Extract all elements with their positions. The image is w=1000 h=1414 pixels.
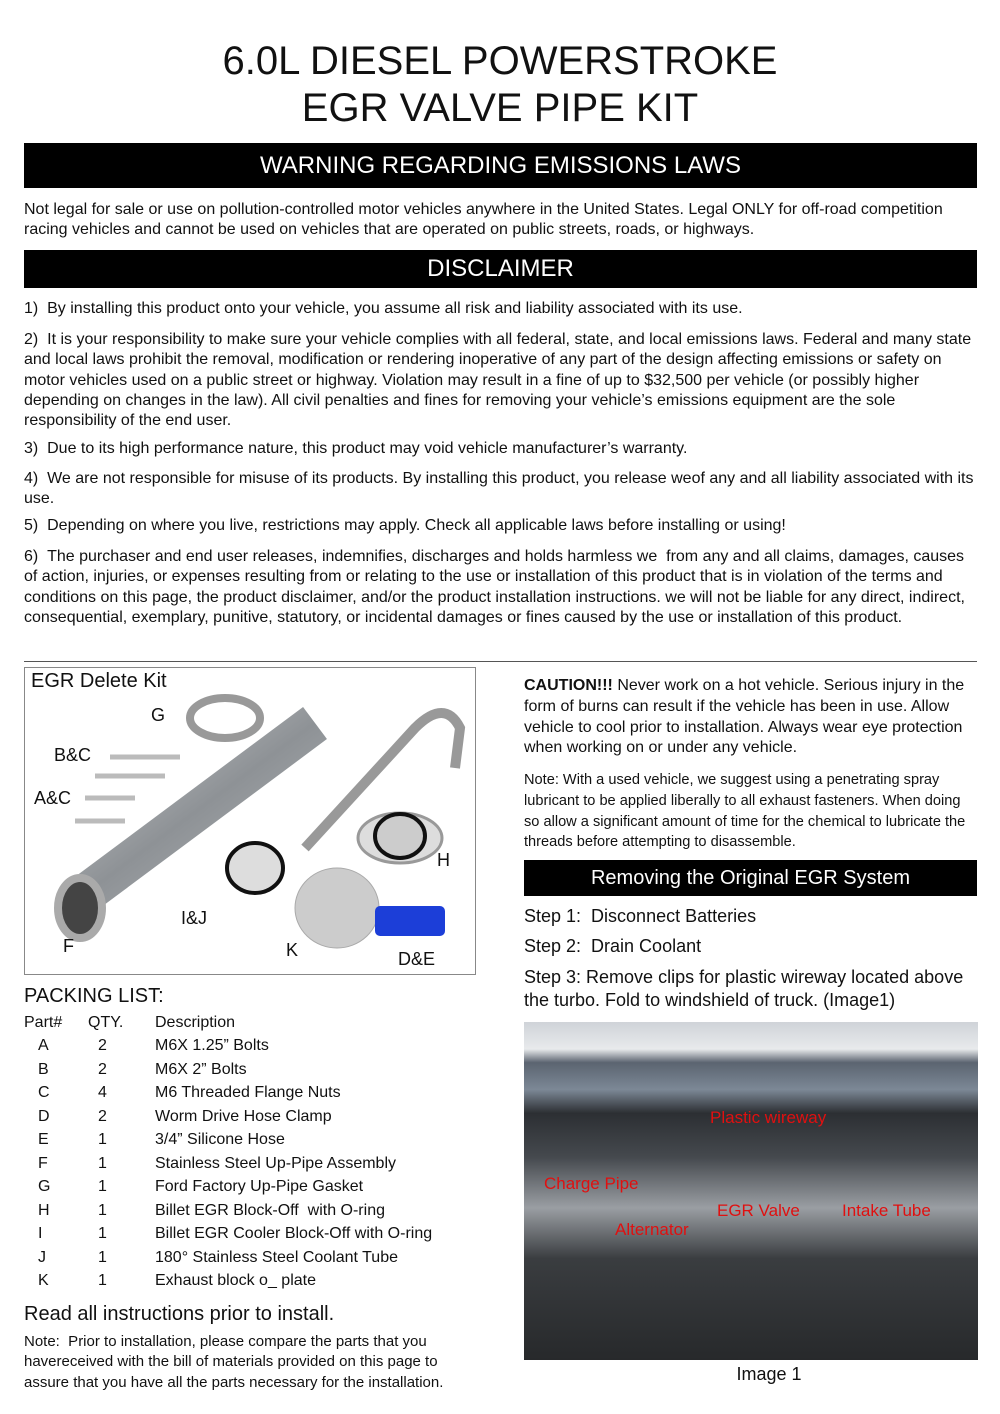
photo-label-egr-valve: EGR Valve: [717, 1201, 800, 1220]
qty: 1: [98, 1225, 107, 1242]
packing-list-title: PACKING LIST:: [24, 985, 164, 1007]
disclaimer-heading: DISCLAIMER: [24, 250, 977, 288]
kit-label-k: K: [286, 940, 299, 960]
qty: 2: [98, 1037, 107, 1054]
engine-bay-photo: [524, 1022, 978, 1360]
caution-block: [524, 676, 979, 759]
part-id: K: [38, 1272, 49, 1289]
removing-heading: Removing the Original EGR System: [524, 860, 977, 896]
kit-image: [24, 667, 476, 975]
qty: 2: [98, 1107, 107, 1125]
kit-label-ac: A&C: [34, 788, 72, 808]
kit-label-bc: B&C: [54, 745, 92, 765]
part-id: G: [38, 1178, 51, 1195]
description: Worm Drive Hose Clamp: [155, 1107, 332, 1125]
description: Billet EGR Block-Off with O-ring: [155, 1201, 385, 1219]
description: M6X 2” Bolts: [155, 1060, 247, 1078]
kit-parts-illustration: [25, 668, 476, 975]
part-id: J: [38, 1248, 46, 1266]
description: M6X 1.25” Bolts: [155, 1037, 269, 1054]
qty: 1: [98, 1248, 107, 1266]
step-3: Step 3: Remove clips for plastic wireway located above the turbo. Fold to windshield of truck. (Image1): [524, 967, 964, 1010]
photo-label-charge-pipe: Charge Pipe: [544, 1174, 639, 1193]
divider: [24, 661, 977, 662]
part-id: F: [38, 1154, 48, 1172]
description: Ford Factory Up-Pipe Gasket: [155, 1178, 364, 1195]
qty: 4: [98, 1084, 107, 1101]
kit-label-de: D&E: [398, 949, 436, 969]
read-instructions-note: Note: Prior to installation, please compare the parts that you havereceived with the bill of materials provided on this page to assure that you have all the parts necessary for the installation.: [24, 1333, 444, 1391]
disclaimer-item-2: 2) It is your responsibility to make sure your vehicle complies with all federal, state, and local emissions laws. Federal and many state and local laws prohibit the removal, modification or rendering inoperative of any part of the design affecting emissions or safety on motor vehicles used on a public street or highway. Violation may result in a fine of up to $32,500 per vehicle (or possibly higher depending on changes in the law). All civil penalties and fines for removing your vehicle’s emissions equipment are the sole responsibility of the end user.: [24, 331, 972, 430]
part-id: C: [38, 1084, 50, 1101]
read-instructions-heading: Read all instructions prior to install.: [24, 1303, 335, 1325]
header-part: Part#: [24, 1014, 63, 1031]
disclaimer-item-4: 4) We are not responsible for misuse of its products. By installing this product, you release weof any and all liability associated with its use.: [24, 470, 974, 508]
disclaimer-item-5: 5) Depending on where you live, restrictions may apply. Check all applicable laws before installing or using!: [24, 517, 786, 534]
photo-label-alternator: Alternator: [615, 1220, 689, 1239]
header-description: Description: [155, 1014, 236, 1031]
kit-label-f: F: [63, 936, 74, 956]
description: Exhaust block o_ plate: [155, 1272, 316, 1289]
step-2: Step 2: Drain Coolant: [524, 936, 702, 956]
disclaimer-item-1: 1) By installing this product onto your vehicle, you assume all risk and liability associated with its use.: [24, 300, 743, 317]
description: Billet EGR Cooler Block-Off with O-ring: [155, 1225, 433, 1242]
photo-caption: Image 1: [736, 1364, 802, 1384]
qty: 1: [98, 1178, 107, 1195]
part-id: B: [38, 1060, 49, 1078]
warning-text: Not legal for sale or use on pollution-controlled motor vehicles anywhere in the United States. Legal ONLY for off-road competition racing vehicles and cannot be used on vehicles that are operated on public streets, roads, or highways.: [24, 201, 943, 239]
disclaimer-item-6: 6) The purchaser and end user releases, indemnifies, discharges and holds harmless we from any and all claims, damages, causes of action, injuries, or expenses resulting from or relating to the use or installation of this product that is in violation of the terms and conditions on this page, the product disclaimer, and/or the product installation instructions. we will not be liable for any direct, indirect, consequential, exemplary, punitive, statutory, or incidental damages or fines caused by the use or installation of this product.: [24, 548, 965, 626]
part-id: I: [38, 1225, 43, 1242]
doc-title-line2: EGR VALVE PIPE KIT: [301, 86, 699, 130]
part-id: A: [38, 1037, 49, 1054]
step-1: Step 1: Disconnect Batteries: [524, 906, 757, 926]
qty: 2: [98, 1060, 107, 1078]
disclaimer-item-3: 3) Due to its high performance nature, this product may void vehicle manufacturer’s warranty.: [24, 440, 688, 457]
part-id: H: [38, 1201, 50, 1219]
description: Stainless Steel Up-Pipe Assembly: [155, 1154, 396, 1172]
description: M6 Threaded Flange Nuts: [155, 1084, 341, 1101]
kit-title: EGR Delete Kit: [31, 670, 167, 692]
caution-note: Note: With a used vehicle, we suggest using a penetrating spray lubricant to be applied liberally to all exhaust fasteners. When doing so allow a significant amount of time for the chemical to lubricate the threads before attempting to disassemble.: [524, 772, 966, 851]
warning-heading: WARNING REGARDING EMISSIONS LAWS: [24, 143, 977, 188]
description: 180° Stainless Steel Coolant Tube: [155, 1248, 398, 1266]
caution-label: CAUTION!!!: [524, 677, 613, 694]
caution-text: Never work on a hot vehicle. Serious injury in the form of burns can result if the vehicle has been in use. Allow vehicle to cool prior to installation. Always wear eye protection when working on or under any vehicle.: [524, 677, 965, 757]
qty: 1: [98, 1272, 107, 1289]
description: 3/4” Silicone Hose: [155, 1131, 285, 1148]
qty: 1: [98, 1201, 107, 1219]
photo-label-wireway: Plastic wireway: [710, 1108, 827, 1127]
qty: 1: [98, 1131, 107, 1148]
qty: 1: [98, 1154, 107, 1172]
part-id: E: [38, 1131, 49, 1148]
doc-title-line1: 6.0L DIESEL POWERSTROKE: [222, 39, 778, 83]
photo-label-intake-tube: Intake Tube: [842, 1201, 931, 1220]
part-id: D: [38, 1107, 50, 1125]
header-qty: QTY.: [88, 1014, 124, 1031]
kit-label-ij: I&J: [181, 908, 208, 928]
kit-label-g: G: [151, 705, 166, 725]
kit-label-h: H: [437, 850, 450, 870]
